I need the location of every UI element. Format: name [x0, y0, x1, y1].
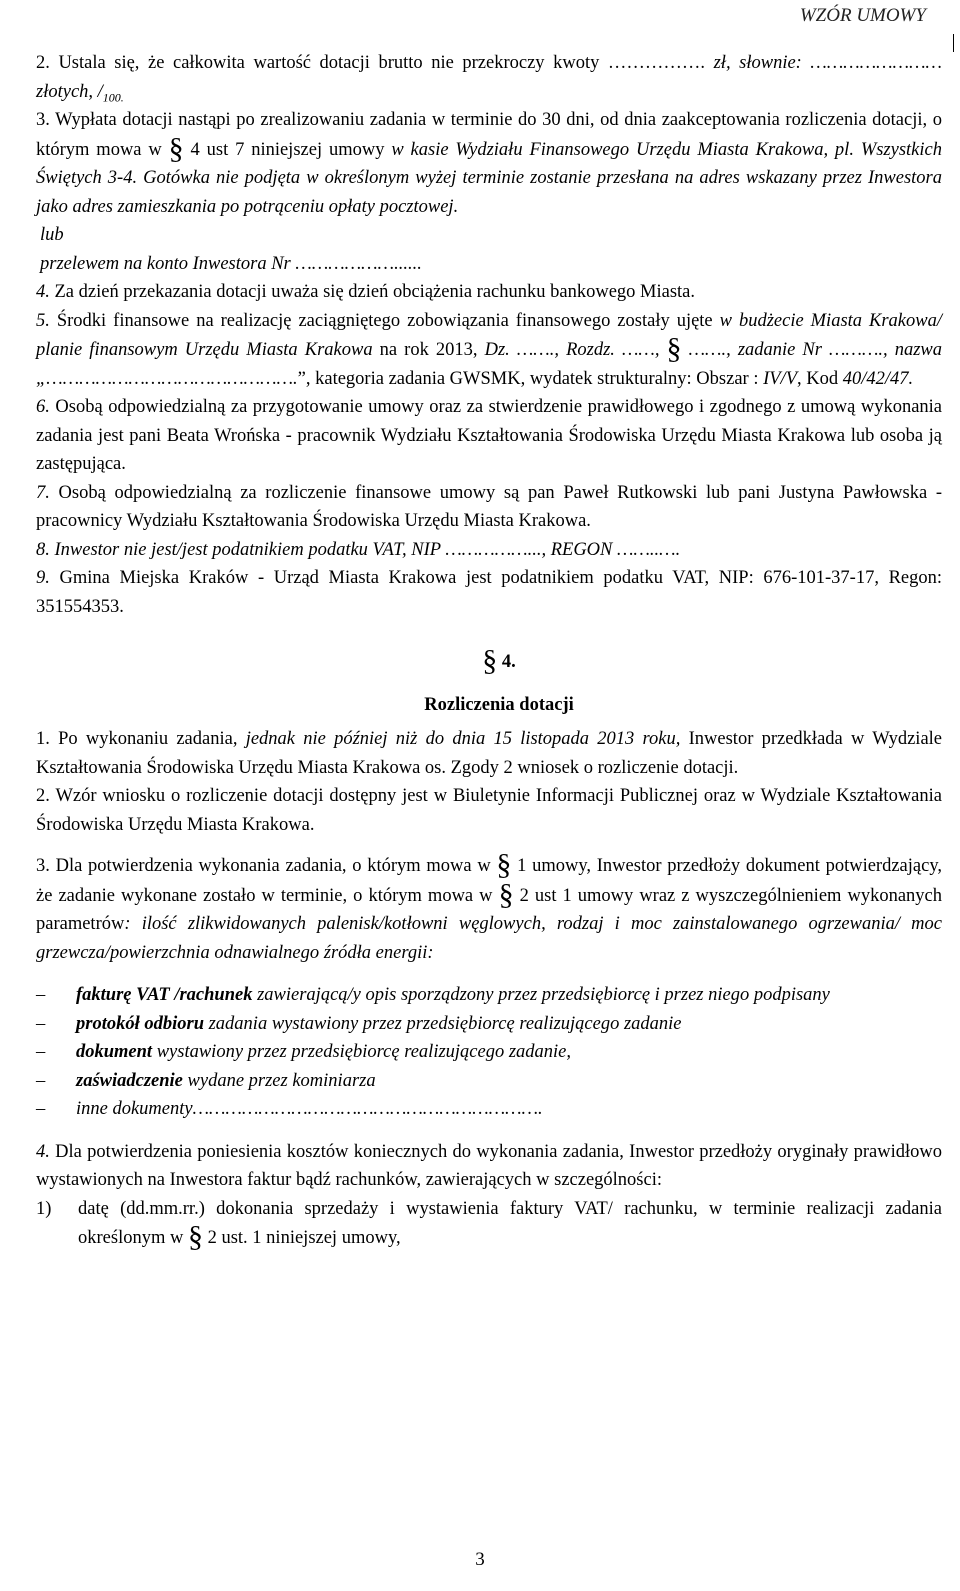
- section-sign: §: [187, 1220, 203, 1253]
- documents-list: [36, 981, 942, 1124]
- section-sign: §: [496, 848, 512, 881]
- list-item: – zaświadczenie wydane przez kominiarza: [36, 1067, 942, 1096]
- paragraph-5: 5. Środki finansowe na realizację zaciągniętego zobowiązania finansowego zostały ujęte w budżecie Miasta Krakowa/ planie finansowym Urzędu Miasta Krakowa na rok 2013, Dz. ……., Rozdz. ……, § ……., zadanie Nr ………., nazwa „……………………………………….”, kategoria zadania GWSMK, wydatek strukturalny: Obszar : IV/V, Kod 40/42/47.: [36, 310, 942, 389]
- list-item: – inne dokumenty……………………………………………………….: [36, 1095, 942, 1124]
- document-body: [36, 49, 942, 1253]
- paragraph-8: 8. Inwestor nie jest/jest podatnikiem podatku VAT, NIP ……………..., REGON ……..….: [36, 539, 681, 560]
- paragraph-6: 6. Osobą odpowiedzialną za przygotowanie umowy oraz za stwierdzenie prawidłowego i zgodnego z umową wykonania zadania jest pani Beata Wrońska - pracownik Wydziału Kształtowania Środowiska Urzędu Miasta Krakowa lub osoba ją zastępująca.: [36, 397, 943, 474]
- section-sign: §: [666, 332, 682, 365]
- section-sign: §: [168, 131, 184, 165]
- paragraph-7: 7. Osobą odpowiedzialną za rozliczenie finansowe umowy są pan Paweł Rutkowski lub pani Justyna Pawłowska - pracownicy Wydziału Kształtowania Środowiska Urzędu Miasta Krakowa.: [36, 482, 943, 531]
- list-item: – dokument wystawiony przez przedsiębiorcę realizującego zadanie,: [36, 1038, 942, 1067]
- rozliczenie-point-2: 2. Wzór wniosku o rozliczenie dotacji dostępny jest w Biuletynie Informacji Publicznej oraz w Wydziale Kształtowania Środowiska Urzędu Miasta Krakowa.: [36, 786, 942, 835]
- page-number: 3: [475, 1549, 485, 1570]
- paragraph-3-account: przelewem na konto Inwestora Nr ………………......: [40, 253, 422, 274]
- section-title: Rozliczenia dotacji: [424, 694, 574, 715]
- rozliczenie-point-1: 1. Po wykonaniu zadania, jednak nie później niż do dnia 15 listopada 2013 roku, Inwestor przedkłada w Wydziale Kształtowania Środowiska Urzędu Miasta Krakowa os. Zgody 2 wniosek o rozliczenie dotacji.: [36, 729, 943, 778]
- paragraph-2: 2. Ustala się, że całkowita wartość dotacji brutto nie przekroczy kwoty ……………. zł, słownie: …………………… złotych, $/_{100.}$: [36, 53, 942, 105]
- section-heading-number: § 4.: [482, 644, 516, 677]
- list-item: – fakturę VAT /rachunek zawierającą/y opis sporządzony przez przedsiębiorcę i przez niego podpisany: [36, 981, 942, 1010]
- paragraph-9: 9. Gmina Miejska Kraków - Urząd Miasta Krakowa jest podatnikiem podatku VAT, NIP: 676-101-37-17, Regon: 351554353.: [36, 568, 943, 617]
- section-sign: §: [498, 877, 514, 911]
- paragraph-4: 4. Za dzień przekazania dotacji uważa się dzień obciążenia rachunku bankowego Miasta.: [36, 282, 696, 302]
- paragraph-number: 2.: [36, 53, 50, 73]
- paragraph-3: 3. Wypłata dotacji nastąpi po zrealizowaniu zadania w terminie do 30 dni, od dnia zaakceptowania rozliczenia dotacji, o którym mowa w § 4 ust 7 niniejszej umowy w kasie Wydziału Finansowego Urzędu Miasta Krakowa, pl. Wszystkich Świętych 3-4. Gotówka nie podjęta w określonym wyżej terminie zostanie przesłana na adres wskazany przez Inwestora jako adres zamieszkania po potrąceniu opłaty pocztowej.: [36, 110, 942, 217]
- rozliczenie-point-4: 4. Dla potwierdzenia poniesienia kosztów koniecznych do wykonania zadania, Inwestor przedłoży oryginały prawidłowo wystawionych na Inwestora faktur bądź rachunków, zawierających w szczególności:: [36, 1141, 942, 1190]
- paragraph-number: 3.: [36, 110, 50, 130]
- edge-mark: [953, 34, 954, 52]
- section-sign: §: [482, 644, 498, 677]
- list-item: – protokół odbioru zadania wystawiony przez przedsiębiorcę realizującego zadanie: [36, 1010, 942, 1039]
- subpoint-1: 1) datę (dd.mm.rr.) dokonania sprzedaży i wystawienia faktury VAT/ rachunku, w terminie realizacji zadania określonym w § 2 ust. 1 niniejszej umowy,: [36, 1198, 942, 1253]
- document-header: WZÓR UMOWY: [799, 5, 926, 26]
- rozliczenie-point-3: 3. Dla potwierdzenia wykonania zadania, o którym mowa w § 1 umowy, Inwestor przedłoży dokument potwierdzający, że zadanie wykonane zostało w terminie, o którym mowa w § 2 ust 1 umowy wraz z wyszczególnieniem wykonanych parametrów: ilość zlikwidowanych palenisk/kotłowni węglowych, rodzaj i moc zainstalowanego ogrzewania/ moc grzewcza/powierzchnia odnawialnego źródła energii:: [36, 848, 942, 963]
- paragraph-3-lub: lub: [40, 225, 64, 245]
